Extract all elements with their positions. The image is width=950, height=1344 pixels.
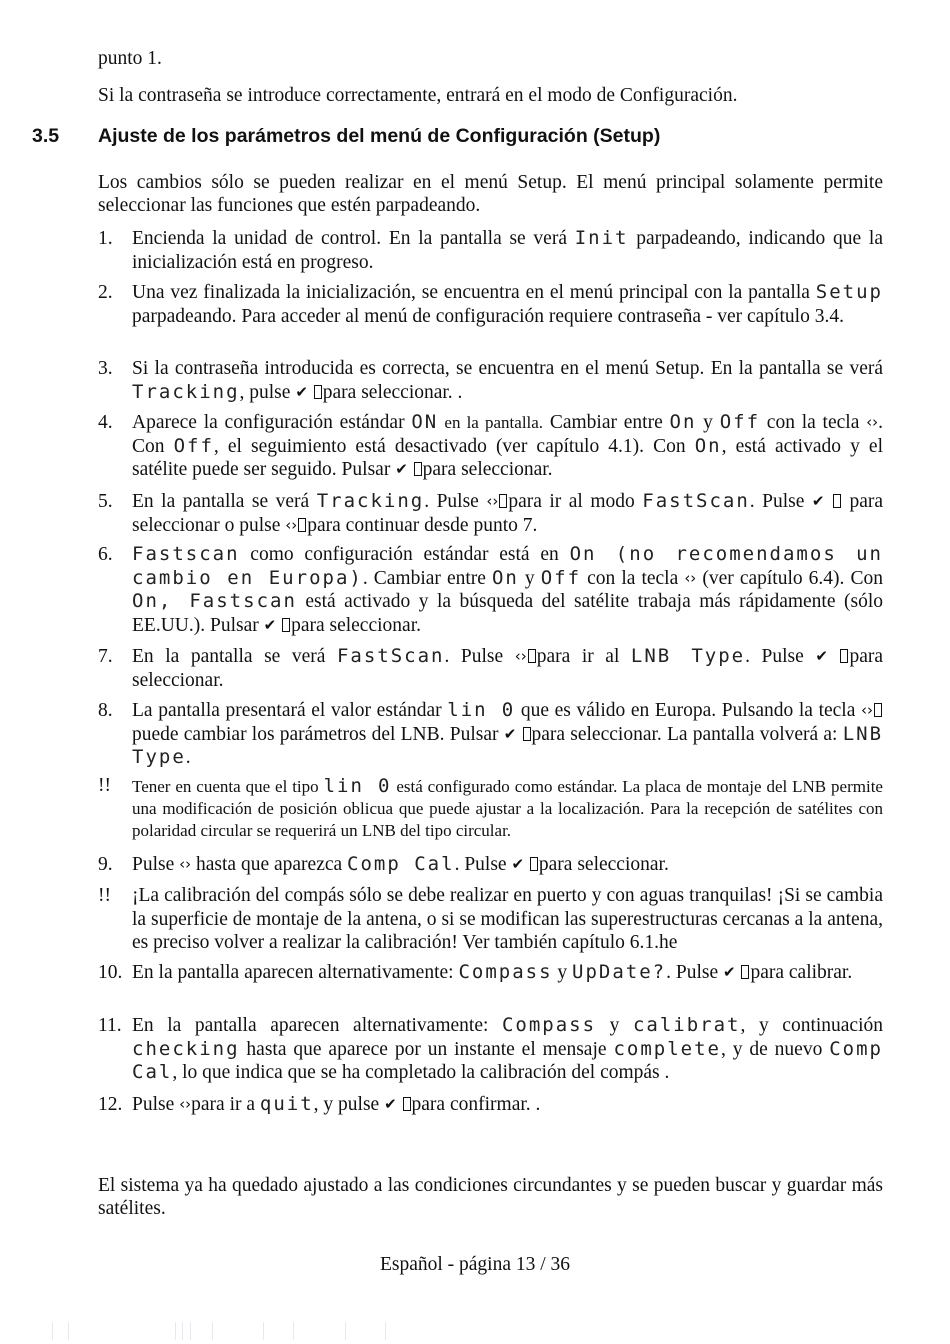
text-run: . Pulse [444,646,515,667]
item-text [132,961,883,985]
text-run: . Pulse [749,491,812,512]
key-box-icon [528,649,536,663]
item-number: 3. [98,358,113,379]
check-icon: ✔ [295,382,308,401]
note-marker: !! [98,885,111,906]
up-down-arrows-icon: ‹› [285,515,298,534]
artifact-line [182,1322,183,1340]
item-text [132,853,883,877]
text-run: para seleccionar o pulse [132,491,884,536]
check-icon: ✔ [511,855,525,873]
lcd-text: quit [259,1093,314,1115]
text-run: para seleccionar. [538,854,669,875]
lcd-text: lin 0 [323,775,392,797]
list-item [98,699,883,770]
lcd-text: ON [411,411,439,433]
key-box-icon [499,494,507,508]
list-item [98,227,883,274]
key-box-icon [530,857,538,871]
item-number: 1. [98,228,113,249]
text-run: para confirmar. . [411,1094,541,1115]
item-number: 12. [98,1094,123,1115]
artifact-line [190,1322,191,1340]
text-run: . Pulse [666,962,723,983]
key-box-icon [314,385,322,399]
text-run: , y de nuevo [720,1038,830,1060]
text-run: está configurado como estándar. La placa de montaje del LNB permite una modificación de posición oblicua que puede ajustar a la localización. Para la recepción de satélites con polaridad circular se requerirá un LNB del tipo circular. [132,777,883,840]
text-run: Pulse [132,1094,180,1115]
text-run: Si la contraseña introducida es correcta, se encuentra en el menú Setup. En la pantalla se verá [132,358,883,379]
lcd-text: Comp Cal [132,1037,883,1083]
text-run: para seleccionar. [422,459,553,480]
text-run: En la pantalla aparecen alternativamente: [132,1015,502,1036]
text-run: para ir al [536,646,631,667]
up-down-arrows-icon: ‹› [866,413,879,431]
text-run: está activado y la búsqueda del satélite trabaja más rápidamente (sólo EE.UU.). Pulsar [132,591,883,636]
item-text [132,227,883,274]
list-item [98,357,883,404]
lcd-text: LNB Type [132,722,884,768]
list-item [98,543,883,637]
text-run: , y pulse [313,1094,385,1115]
text-run: , está activado y el satélite puede ser seguido. Pulsar [132,435,883,480]
artifact-line [212,1322,213,1340]
text-run: y [596,1015,633,1036]
note-item [98,775,883,842]
lcd-text: On (no recomendamos un cambio en Europa) [132,543,883,589]
text-run: En la pantalla se verá [132,491,317,512]
text-run: y [518,567,541,589]
text-run: para calibrar. [750,962,853,983]
lcd-text: Setup [815,281,883,303]
up-down-arrows-icon: ‹› [514,647,527,665]
text-run: (ver capítulo 6.4). Con [696,567,883,589]
artifact-line [52,1322,53,1340]
list-item [98,281,883,328]
text-run: para seleccionar. La pantalla volverá a: [531,723,843,745]
lcd-text: Init [574,227,629,249]
text-run: para seleccionar. . [322,381,463,403]
item-text [132,1014,883,1085]
text-run: Cambiar entre [543,412,670,433]
check-icon: ✔ [384,1095,397,1113]
item-number: 9. [98,854,113,875]
list-item [98,490,883,537]
text-run: con la tecla [760,412,867,433]
text-run: , lo que indica que se ha completado la calibración del compás . [172,1062,670,1083]
key-box-icon [403,1097,411,1111]
artifact-line [293,1322,294,1340]
text-run: . Pulse [745,646,816,667]
lcd-text: checking [132,1037,240,1060]
lcd-text: On, Fastscan [132,590,297,612]
section-heading [32,124,660,148]
item-number: 6. [98,544,113,565]
text-run: para continuar desde punto 7. [307,514,538,536]
up-down-arrows-icon: ‹› [179,1095,192,1113]
lcd-text: UpDate? [572,961,667,983]
up-down-arrows-icon: ‹› [684,568,697,587]
paragraph-closing: El sistema ya ha quedado ajustado a las condiciones circundantes y se pueden buscar y guardar más satélites. [98,1175,883,1219]
key-box-icon [874,703,882,717]
lcd-text: lin 0 [447,699,516,721]
artifact-line [385,1322,386,1340]
list-item [98,1093,883,1117]
lcd-text: complete [613,1037,721,1060]
text-run: . Pulse [424,491,487,512]
text-run: . Cambiar entre [362,567,492,589]
item-text [132,699,883,770]
up-down-arrows-icon: ‹› [861,701,873,719]
text-run: Encienda la unidad de control. En la pantalla se verá [132,228,575,249]
check-icon: ✔ [263,615,277,634]
text-run: hasta que aparezca [191,854,348,875]
text-run: para ir a [191,1094,260,1115]
lcd-text: LNB Type [630,645,746,667]
text-run: en la pantalla. [438,413,544,432]
text-run: . [185,747,191,768]
lcd-text: Off [173,434,214,457]
lcd-text: Compass [458,961,553,983]
lcd-text: Compass [501,1014,597,1036]
lcd-text: FastScan [336,645,445,667]
item-number: 2. [98,282,113,303]
lcd-text: On [491,566,519,589]
list-item [98,1014,883,1085]
text-run: para seleccionar. [132,646,884,691]
text-run: , y continuación [740,1015,884,1036]
scan-artifact-lines [0,1322,950,1342]
check-icon: ✔ [503,724,517,743]
text-run: hasta que aparece por un instante el mensaje [239,1038,614,1060]
lcd-text: Fastscan [132,543,240,565]
text-run: En la pantalla se verá [132,646,337,667]
list-item [98,411,883,482]
key-box-icon [523,727,531,741]
text-run: para seleccionar. [291,614,421,636]
list-item [98,645,883,692]
item-text [132,490,883,537]
text-run: Una vez finalizada la inicialización, se encuentra en el menú principal con la pantalla [132,282,816,303]
check-icon: ✔ [395,460,408,478]
text-run: Aparece la configuración estándar [132,412,412,433]
text-run: parpadeando, indicando que la inicialización está en progreso. [132,228,883,273]
text-run: . Con [132,412,884,457]
key-box-icon [414,462,422,476]
lcd-text: Tracking [316,490,425,512]
list-item [98,961,883,985]
item-number: 7. [98,646,113,667]
note-marker: !! [98,775,111,796]
text-run: , pulse [239,381,296,403]
lcd-text: On [694,434,722,457]
note-text [132,775,883,842]
intro-line-2: Si la contraseña se introduce correctamente, entrará en el modo de Configuración. [98,85,738,106]
key-box-icon [833,494,841,508]
text-run: para ir al modo [508,491,643,512]
up-down-arrows-icon: ‹› [486,492,499,510]
key-box-icon [298,518,306,532]
lcd-text: Comp Cal [347,853,455,875]
artifact-line [263,1322,264,1340]
item-text [132,543,883,637]
item-text [132,1093,883,1117]
page-footer: Español - página 13 / 36 [379,1254,571,1275]
item-text [132,357,883,404]
note-text: ¡La calibración del compás sólo se debe realizar en puerto y con aguas tranquilas! ¡Si se cambia la superficie de montaje de la antena, o si se modifican las superestructuras cercanas a la antena, es preciso volver a realizar la calibración! Ver también capítulo 6.1.he [132,885,883,953]
key-box-icon [741,965,749,979]
item-number: 11. [98,1015,122,1036]
artifact-line [175,1322,176,1340]
up-down-arrows-icon: ‹› [179,855,192,873]
lcd-text: FastScan [642,490,750,512]
lcd-text: calibrat [632,1014,741,1036]
section-title: Ajuste de los parámetros del menú de Configuración (Setup) [98,125,661,147]
item-text [132,411,883,482]
text-run: que es válido en Europa. Pulsando la tecla [515,700,861,721]
artifact-line [68,1322,69,1340]
paragraph-intro: Los cambios sólo se pueden realizar en el menú Setup. El menú principal solamente permite seleccionar las funciones que estén parpadeando. [98,172,883,216]
item-text [132,645,883,692]
section-number: 3.5 [32,125,60,147]
key-box-icon [282,618,290,632]
item-text [132,281,883,328]
lcd-text: Off [719,411,761,433]
lcd-text: Off [540,566,582,589]
key-box-icon [840,649,848,663]
lcd-text: Tracking [132,380,240,403]
item-number: 5. [98,491,113,512]
text-run: y [552,962,573,983]
text-run: y [696,412,720,433]
intro-line-1: punto 1. [98,48,162,69]
note-item [98,884,883,955]
text-run: . Pulse [454,854,512,875]
check-icon: ✔ [723,963,736,981]
text-run: con la tecla [581,567,685,589]
check-icon: ✔ [815,647,828,665]
text-run: Pulse [132,854,180,875]
text-run: puede cambiar los parámetros del LNB. Pulsar [132,723,504,745]
item-number: 8. [98,700,113,721]
list-item [98,853,883,877]
text-run: parpadeando. Para acceder al menú de configuración requiere contraseña - ver capítulo 3.4. [132,305,844,327]
lcd-text: On [669,411,697,433]
item-number: 4. [98,412,113,433]
text-run: , el seguimiento está desactivado (ver capítulo 4.1). Con [213,435,695,457]
text-run: como configuración estándar está en [239,544,570,565]
text-run: La pantalla presentará el valor estándar [132,700,448,721]
check-icon: ✔ [811,492,825,510]
artifact-line [345,1322,346,1340]
item-number: 10. [98,962,123,983]
text-run: Tener en cuenta que el tipo [132,777,324,796]
text-run: En la pantalla aparecen alternativamente: [132,962,459,983]
